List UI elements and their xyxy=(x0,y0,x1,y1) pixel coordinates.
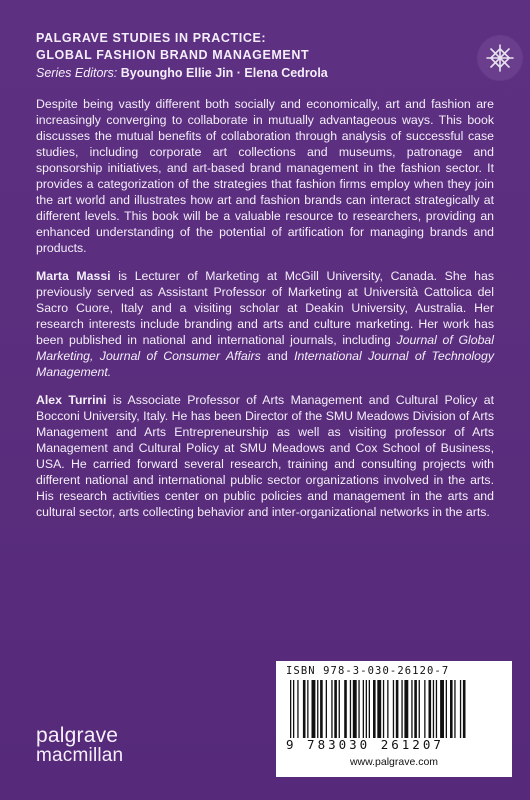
book-summary: Despite being vastly different both socially and economically, art and fashion are increasingly converging to collaborate in mutually advantageous ways. This book discusses the mutual benefits of collaboration through analysis of successful case studies, including corporate art collections and museums, patronage and sponsorship initiatives, and art-based brand management in the fashion sector. It provides a categorization of the strategies that fashion firms employ when they join the art world and illustrates how art and fashion brands can interact strategically at different levels. This book will be a valuable resource to researchers, providing an enhanced understanding of the potential of artification for managing brands and products. xyxy=(36,97,494,255)
publisher-url: www.palgrave.com xyxy=(349,756,439,768)
series-title-line-1: PALGRAVE STUDIES IN PRACTICE: xyxy=(36,31,267,45)
author-bio-marta-massi xyxy=(36,268,494,380)
author-name: Alex Turrini xyxy=(36,393,107,407)
isbn-barcode xyxy=(276,661,512,777)
journal-names: Journal of Global Marketing, Journal of Consumer Affairs xyxy=(36,333,494,363)
isbn-text: ISBN 978-3-030-26120-7 xyxy=(286,665,450,677)
publisher-name-line-2: macmillan xyxy=(36,745,124,766)
series-editors-names: Byoungho Ellie Jin · Elena Cedrola xyxy=(120,66,328,80)
blurb xyxy=(36,96,494,532)
author-bio-text: is Lecturer of Marketing at McGill University, Canada. She has previously served as Assistant Professor of Marketing at Università Cattolica del Sacro Cuore, Italy and a visiting scholar at Deakin University, Australia. Her research interests include branding and arts and culture marketing. Her work has been published in national and international journals, including xyxy=(36,269,494,347)
series-editors-label: Series Editors: xyxy=(36,66,118,80)
series-editors xyxy=(36,65,456,81)
springer-nature-star-icon xyxy=(478,36,522,80)
series-title-line-2: GLOBAL FASHION BRAND MANAGEMENT xyxy=(36,48,310,62)
conjunction: and xyxy=(260,349,295,363)
publisher-logo xyxy=(36,726,123,766)
author-name: Marta Massi xyxy=(36,269,111,283)
barcode-bars xyxy=(290,680,498,738)
series-header xyxy=(36,30,456,81)
publisher-name-line-1: palgrave xyxy=(36,724,119,747)
author-bio-text: is Associate Professor of Arts Management and Cultural Policy at Bocconi University, Italy. He has been Director of the SMU Meadows Division of Arts Management and Arts Entrepreneurship as well as visiting professor of Arts Management and Cultural Policy at SMU Meadows and Cox School of Business, USA. He carried forward several research, training and consulting projects with different national and international public sector organizations involved in the arts. His research activities center on public policies and management in the arts and cultural sector, arts collecting behavior and inter-organizational networks in the arts. xyxy=(36,393,494,519)
journal-name: International Journal of Technology Management. xyxy=(36,349,494,379)
author-bio-alex-turrini xyxy=(36,392,494,520)
barcode-digits: 9 783030 261207 xyxy=(286,737,444,752)
